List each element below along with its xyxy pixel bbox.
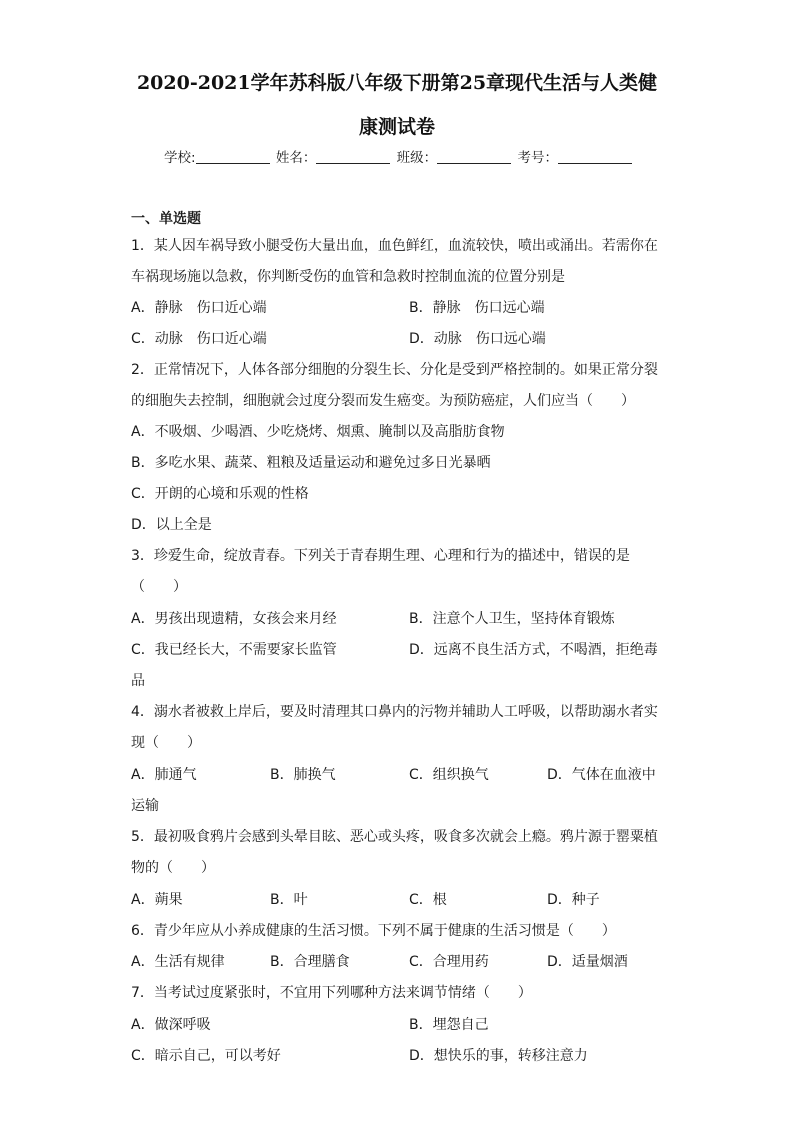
- q6-stem-line1: 6．青少年应从小养成健康的生活习惯。下列不属于健康的生活习惯是（ ）: [131, 923, 616, 939]
- q3-option-a: A．男孩出现遗精，女孩会来月经: [131, 611, 337, 627]
- q3-stem-line1: 3．珍爱生命，绽放青春。下列关于青春期生理、心理和行为的描述中，错误的是: [131, 548, 630, 564]
- q1-stem-line2: 车祸现场施以急救，你判断受伤的血管和急救时控制血流的位置分别是: [131, 269, 565, 285]
- student-info-row: [164, 146, 634, 166]
- q2-option-b: B．多吃水果、蔬菜、粗粮及适量运动和避免过多日光暴晒: [131, 455, 491, 471]
- q2-option-c: C．开朗的心境和乐观的性格: [131, 486, 309, 502]
- q3-option-c: C．我已经长大，不需要家长监管: [131, 642, 337, 658]
- q1-option-b: B．静脉 伤口远心端: [409, 300, 545, 316]
- q3-option-d-continued: 品: [131, 673, 145, 689]
- q4-option-d-continued: 运输: [131, 798, 159, 814]
- q5-stem-line2: 物的（ ）: [131, 860, 215, 876]
- q2-stem-line1: 2．正常情况下，人体各部分细胞的分裂生长、分化是受到严格控制的。如果正常分裂: [131, 362, 658, 378]
- q5-option-c: C．根: [409, 892, 447, 908]
- q4-option-a: A．肺通气: [131, 767, 197, 783]
- q3-option-d: D．远离不良生活方式，不喝酒，拒绝毒: [409, 642, 658, 658]
- q7-option-a: A．做深呼吸: [131, 1017, 211, 1033]
- number-blank[interactable]: [558, 149, 632, 164]
- q6-option-d: D．适量烟酒: [547, 954, 628, 970]
- q1-option-d: D．动脉 伤口远心端: [409, 331, 546, 347]
- q4-option-b: B．肺换气: [270, 767, 336, 783]
- q7-option-b: B．埋怨自己: [409, 1017, 489, 1033]
- q5-option-a: A．蒴果: [131, 892, 183, 908]
- q4-option-d: D．气体在血液中: [547, 767, 656, 783]
- school-blank[interactable]: [196, 149, 270, 164]
- q3-option-b: B．注意个人卫生，坚持体育锻炼: [409, 611, 615, 627]
- q1-stem-line1: 1．某人因车祸导致小腿受伤大量出血，血色鲜红，血流较快，喷出或涌出。若需你在: [131, 238, 658, 254]
- q4-stem-line1: 4．溺水者被救上岸后，要及时清理其口鼻内的污物并辅助人工呼吸，以帮助溺水者实: [131, 704, 658, 720]
- q6-option-c: C．合理用药: [409, 954, 489, 970]
- q7-option-c: C．暗示自己，可以考好: [131, 1048, 281, 1064]
- exam-title-line2: 康测试卷: [358, 116, 435, 138]
- q5-option-b: B．叶: [270, 892, 308, 908]
- class-blank[interactable]: [437, 149, 511, 164]
- number-label: 考号：: [517, 150, 558, 166]
- q6-option-a: A．生活有规律: [131, 954, 225, 970]
- q7-option-d: D．想快乐的事，转移注意力: [409, 1048, 588, 1064]
- section-heading: 一、单选题: [131, 211, 201, 227]
- q2-option-a: A．不吸烟、少喝酒、少吃烧烤、烟熏、腌制以及高脂肪食物: [131, 424, 505, 440]
- q1-option-c: C．动脉 伤口近心端: [131, 331, 267, 347]
- class-label: 班级：: [396, 150, 438, 166]
- q2-stem-line2: 的细胞失去控制，细胞就会过度分裂而发生癌变。为预防癌症，人们应当（ ）: [131, 393, 635, 409]
- q4-stem-line2: 现（ ）: [131, 735, 201, 751]
- exam-title-line1: 2020-2021学年苏科版八年级下册第25章现代生活与人类健: [136, 72, 658, 94]
- q5-option-d: D．种子: [547, 892, 600, 908]
- q7-stem-line1: 7．当考试过度紧张时，不宜用下列哪种方法来调节情绪（ ）: [131, 985, 532, 1001]
- q4-option-c: C．组织换气: [409, 767, 489, 783]
- q2-option-d: D．以上全是: [131, 517, 212, 533]
- q3-stem-line2: （ ）: [131, 579, 187, 595]
- name-label: 姓名：: [275, 150, 317, 166]
- q1-option-a: A．静脉 伤口近心端: [131, 300, 267, 316]
- school-label: 学校:: [164, 150, 196, 166]
- name-blank[interactable]: [316, 149, 390, 164]
- q6-option-b: B．合理膳食: [270, 954, 350, 970]
- q5-stem-line1: 5．最初吸食鸦片会感到头晕目眩、恶心或头疼，吸食多次就会上瘾。鸦片源于罂粟植: [131, 829, 658, 845]
